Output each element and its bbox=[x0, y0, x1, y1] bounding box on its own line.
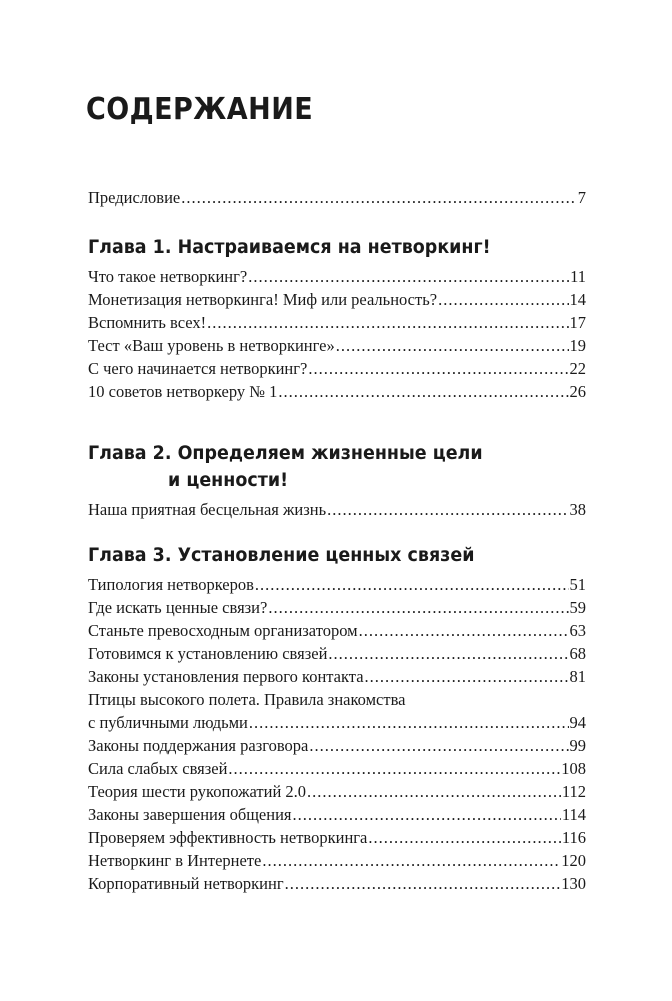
toc-entry-title: Монетизация нетворкинга! Миф или реальность? bbox=[88, 290, 438, 309]
toc-entry-title: Законы завершения общения bbox=[88, 805, 292, 824]
toc-chapter-1 bbox=[88, 234, 586, 403]
toc-entry[interactable] bbox=[88, 288, 586, 311]
toc-entry[interactable] bbox=[88, 311, 586, 334]
toc-entry-page: 7 bbox=[577, 188, 586, 207]
toc-entry[interactable] bbox=[88, 265, 586, 288]
toc-entry-page: 120 bbox=[561, 851, 586, 870]
toc-entry[interactable] bbox=[88, 498, 586, 521]
leader-dots bbox=[278, 380, 568, 403]
toc-entry[interactable] bbox=[88, 380, 586, 403]
leader-dots bbox=[285, 872, 561, 895]
leader-dots bbox=[255, 573, 569, 596]
toc-entry-title-line-1: Птицы высокого полета. Правила знакомства bbox=[88, 690, 406, 709]
leader-dots bbox=[268, 596, 568, 619]
chapter-heading-line-1: Глава 2. Определяем жизненные цели bbox=[88, 442, 483, 464]
leader-dots bbox=[359, 619, 569, 642]
toc-entry-title: Законы поддержания разговора bbox=[88, 736, 309, 755]
toc-entry-title: с публичными людьми bbox=[88, 713, 248, 732]
leader-dots bbox=[365, 665, 569, 688]
toc-entry-page: 22 bbox=[569, 359, 586, 378]
leader-dots bbox=[262, 849, 560, 872]
toc-entry-title: Сила слабых связей bbox=[88, 759, 228, 778]
toc-entry-title: 10 советов нетворкеру № 1 bbox=[88, 382, 278, 401]
toc-entry[interactable] bbox=[88, 849, 586, 872]
toc-entry-title: Тест «Ваш уровень в нетворкинге» bbox=[88, 336, 335, 355]
toc-entry[interactable] bbox=[88, 573, 586, 596]
toc-entry-page: 19 bbox=[569, 336, 586, 355]
leader-dots bbox=[438, 288, 568, 311]
toc-entry-page: 108 bbox=[561, 759, 586, 778]
toc-entry[interactable] bbox=[88, 803, 586, 826]
toc-entry-page: 116 bbox=[561, 828, 586, 847]
chapter-heading[interactable]: Глава 1. Настраиваемся на нетворкинг! bbox=[88, 236, 491, 258]
toc-entry[interactable] bbox=[88, 357, 586, 380]
toc-entry-title: Корпоративный нетворкинг bbox=[88, 874, 284, 893]
toc-entry-title: Наша приятная бесцельная жизнь bbox=[88, 500, 327, 519]
toc-entry-page: 68 bbox=[569, 644, 586, 663]
leader-dots bbox=[181, 186, 577, 209]
leader-dots bbox=[308, 357, 568, 380]
toc-entry-title: Что такое нетворкинг? bbox=[88, 267, 248, 286]
toc-entry[interactable] bbox=[88, 619, 586, 642]
toc-preface bbox=[88, 186, 586, 209]
toc-entry-page: 94 bbox=[569, 713, 586, 732]
chapter-heading[interactable] bbox=[88, 440, 546, 494]
toc-entry-page: 112 bbox=[561, 782, 586, 801]
leader-dots bbox=[328, 642, 568, 665]
toc-entry bbox=[88, 711, 586, 734]
leader-dots bbox=[309, 734, 568, 757]
leader-dots bbox=[248, 265, 569, 288]
toc-entry-page: 63 bbox=[569, 621, 586, 640]
toc-entry[interactable] bbox=[88, 596, 586, 619]
toc-entry-title: Теория шести рукопожатий 2.0 bbox=[88, 782, 307, 801]
leader-dots bbox=[293, 803, 561, 826]
toc-entry-page: 38 bbox=[569, 500, 586, 519]
toc-entry[interactable] bbox=[88, 642, 586, 665]
toc-entry-page: 14 bbox=[569, 290, 586, 309]
leader-dots bbox=[249, 711, 569, 734]
toc-entry-page: 51 bbox=[569, 575, 586, 594]
chapter-heading[interactable]: Глава 3. Установление ценных связей bbox=[88, 544, 475, 566]
toc-chapter-2 bbox=[88, 440, 586, 521]
toc-entry-page: 26 bbox=[569, 382, 586, 401]
toc-entry-title: Вспомнить всех! bbox=[88, 313, 207, 332]
toc-entry-title: Законы установления первого контакта bbox=[88, 667, 364, 686]
toc-entry-page: 81 bbox=[569, 667, 586, 686]
toc-entry-title: Типология нетворкеров bbox=[88, 575, 254, 594]
leader-dots bbox=[327, 498, 568, 521]
toc-entry[interactable] bbox=[88, 734, 586, 757]
toc-entry-page: 17 bbox=[569, 313, 586, 332]
toc-entry-title: Предисловие bbox=[88, 188, 181, 207]
toc-entry-page: 114 bbox=[561, 805, 586, 824]
toc-entry[interactable] bbox=[88, 334, 586, 357]
toc-entry-page: 130 bbox=[561, 874, 586, 893]
leader-dots bbox=[228, 757, 560, 780]
toc-entry-page: 99 bbox=[569, 736, 586, 755]
toc-entry-title: Готовимся к установлению связей bbox=[88, 644, 328, 663]
toc-entry[interactable] bbox=[88, 872, 586, 895]
leader-dots bbox=[307, 780, 561, 803]
toc-entry[interactable] bbox=[88, 780, 586, 803]
toc-chapter-3 bbox=[88, 542, 586, 895]
toc-entry-page: 59 bbox=[569, 598, 586, 617]
toc-entry-title: Где искать ценные связи? bbox=[88, 598, 268, 617]
toc-entry-page: 11 bbox=[570, 267, 586, 286]
chapter-heading-line-2: и ценности! bbox=[168, 469, 289, 491]
toc-entry[interactable] bbox=[88, 186, 586, 209]
toc-entry[interactable] bbox=[88, 826, 586, 849]
toc-entry-title: Станьте превосходным организатором bbox=[88, 621, 358, 640]
toc-entry[interactable] bbox=[88, 665, 586, 688]
toc-entry-title: Проверяем эффективность нетворкинга bbox=[88, 828, 368, 847]
toc-entry-title: С чего начинается нетворкинг? bbox=[88, 359, 308, 378]
leader-dots bbox=[207, 311, 568, 334]
toc-entry-title: Нетворкинг в Интернете bbox=[88, 851, 262, 870]
toc-entry-multiline[interactable] bbox=[88, 688, 586, 734]
toc-entry[interactable] bbox=[88, 757, 586, 780]
leader-dots bbox=[368, 826, 560, 849]
page-title: СОДЕРЖАНИЕ bbox=[86, 92, 314, 127]
leader-dots bbox=[336, 334, 569, 357]
